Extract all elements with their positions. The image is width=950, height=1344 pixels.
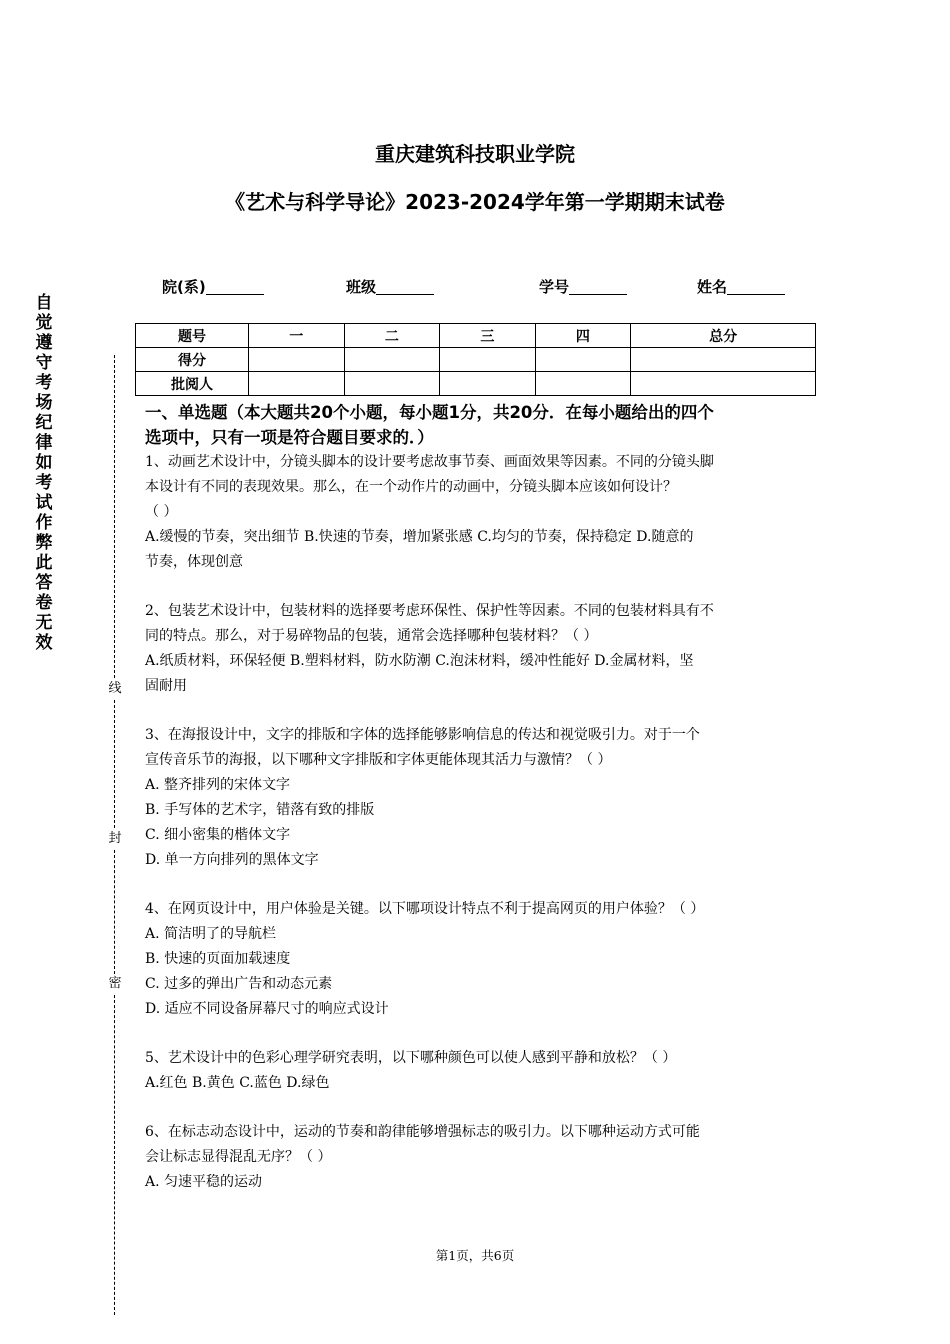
question-options: A.纸质材料，环保轻便 B.塑料材料，防水防潮 C.泡沫材料，缓冲性能好 D.金属材料，坚 bbox=[145, 653, 694, 669]
exam-title: 《艺术与科学导论》2023-2024学年第一学期期末试卷 bbox=[225, 190, 725, 214]
option-b: B. 手写体的艺术字，错落有致的排版 bbox=[145, 802, 375, 818]
section-title: 一、单选题（本大题共20个小题，每小题1分，共20分．在每小题给出的四个 bbox=[145, 403, 714, 422]
score-row-label: 批阅人 bbox=[136, 372, 249, 396]
info-field-department[interactable] bbox=[162, 276, 264, 297]
question-line: 会让标志显得混乱无序？（ ） bbox=[145, 1149, 332, 1165]
score-header-cell: 总分 bbox=[631, 324, 816, 348]
score-cell[interactable] bbox=[535, 348, 631, 372]
score-cell[interactable] bbox=[249, 348, 345, 372]
info-blank-department[interactable] bbox=[206, 279, 264, 295]
section-title-cont: 选项中，只有一项是符合题目要求的．） bbox=[145, 428, 434, 447]
option-c: C. 细小密集的楷体文字 bbox=[145, 827, 291, 843]
grader-cell[interactable] bbox=[631, 372, 816, 396]
info-blank-class[interactable] bbox=[376, 279, 434, 295]
question-options: 节奏，体现创意 bbox=[145, 554, 243, 570]
question-options: A.红色 B.黄色 C.蓝色 D.绿色 bbox=[145, 1075, 330, 1091]
score-table-row-grader bbox=[136, 372, 816, 396]
grader-cell[interactable] bbox=[535, 372, 631, 396]
question-line: 5、艺术设计中的色彩心理学研究表明，以下哪种颜色可以使人感到平静和放松？（ ） bbox=[145, 1050, 677, 1066]
question-line: 4、在网页设计中，用户体验是关键。以下哪项设计特点不利于提高网页的用户体验？（ ） bbox=[145, 901, 705, 917]
binding-mark-mi: 密 bbox=[108, 976, 122, 991]
binding-line-segment-1 bbox=[114, 355, 115, 678]
school-name: 重庆建筑科技职业学院 bbox=[375, 142, 575, 166]
exam-content bbox=[145, 400, 810, 1195]
score-cell[interactable] bbox=[631, 348, 816, 372]
grader-cell[interactable] bbox=[440, 372, 536, 396]
option-a: A. 匀速平稳的运动 bbox=[145, 1174, 263, 1190]
question-4 bbox=[145, 897, 810, 1022]
score-table-header-row bbox=[136, 324, 816, 348]
info-field-class[interactable] bbox=[346, 276, 434, 297]
score-header-cell: 一 bbox=[249, 324, 345, 348]
binding-line-segment-3 bbox=[114, 850, 115, 974]
info-blank-name[interactable] bbox=[727, 279, 785, 295]
question-3 bbox=[145, 723, 810, 873]
score-header-cell: 二 bbox=[344, 324, 440, 348]
option-b: B. 快速的页面加载速度 bbox=[145, 951, 291, 967]
question-5 bbox=[145, 1046, 810, 1096]
question-2 bbox=[145, 599, 810, 699]
question-6 bbox=[145, 1120, 810, 1195]
option-a: A. 整齐排列的宋体文字 bbox=[145, 777, 291, 793]
option-c: C. 过多的弹出广告和动态元素 bbox=[145, 976, 333, 992]
score-cell[interactable] bbox=[344, 348, 440, 372]
question-line: 宣传音乐节的海报，以下哪种文字排版和字体更能体现其活力与激情？（ ） bbox=[145, 752, 612, 768]
option-d: D. 单一方向排列的黑体文字 bbox=[145, 852, 319, 868]
score-header-cell: 题号 bbox=[136, 324, 249, 348]
question-1 bbox=[145, 450, 810, 575]
question-line: 同的特点。那么，对于易碎物品的包装，通常会选择哪种包装材料？（ ） bbox=[145, 628, 598, 644]
score-table-row-score bbox=[136, 348, 816, 372]
binding-mark-feng: 封 bbox=[108, 831, 122, 846]
info-label-class: 班级 bbox=[346, 278, 377, 296]
question-line: 6、在标志动态设计中，运动的节奏和韵律能够增强标志的吸引力。以下哪种运动方式可能 bbox=[145, 1124, 700, 1140]
score-header-cell: 四 bbox=[535, 324, 631, 348]
page-number: 第1页，共6页 bbox=[435, 1248, 515, 1263]
info-field-student-id[interactable] bbox=[539, 276, 627, 297]
question-line: 2、包装艺术设计中，包装材料的选择要考虑环保性、保护性等因素。不同的包装材料具有不 bbox=[145, 603, 714, 619]
info-label-name: 姓名 bbox=[697, 278, 728, 296]
score-header-cell: 三 bbox=[440, 324, 536, 348]
binding-line-segment-2 bbox=[114, 700, 115, 828]
option-a: A. 简洁明了的导航栏 bbox=[145, 926, 277, 942]
option-d: D. 适应不同设备屏幕尺寸的响应式设计 bbox=[145, 1001, 389, 1017]
answer-bracket: （ ） bbox=[145, 504, 178, 520]
exam-discipline-warning: 自觉遵守考场纪律如考试作弊此答卷无效 bbox=[35, 293, 53, 653]
binding-mark-xian: 线 bbox=[108, 681, 122, 696]
info-label-department: 院(系) bbox=[162, 278, 206, 296]
score-table bbox=[135, 323, 816, 396]
score-row-label: 得分 bbox=[136, 348, 249, 372]
question-options: 固耐用 bbox=[145, 678, 187, 694]
score-cell[interactable] bbox=[440, 348, 536, 372]
info-blank-student-id[interactable] bbox=[569, 279, 627, 295]
binding-line-segment-4 bbox=[114, 995, 115, 1315]
grader-cell[interactable] bbox=[249, 372, 345, 396]
question-line: 1、动画艺术设计中，分镜头脚本的设计要考虑故事节奏、画面效果等因素。不同的分镜头脚 bbox=[145, 454, 714, 470]
question-line: 本设计有不同的表现效果。那么，在一个动作片的动画中，分镜头脚本应该如何设计？ bbox=[145, 479, 677, 495]
info-label-student-id: 学号 bbox=[539, 278, 570, 296]
question-line: 3、在海报设计中，文字的排版和字体的选择能够影响信息的传达和视觉吸引力。对于一个 bbox=[145, 727, 700, 743]
question-options: A.缓慢的节奏，突出细节 B.快速的节奏，增加紧张感 C.均匀的节奏，保持稳定 D.随意的 bbox=[145, 529, 694, 545]
info-field-name[interactable] bbox=[697, 276, 785, 297]
grader-cell[interactable] bbox=[344, 372, 440, 396]
